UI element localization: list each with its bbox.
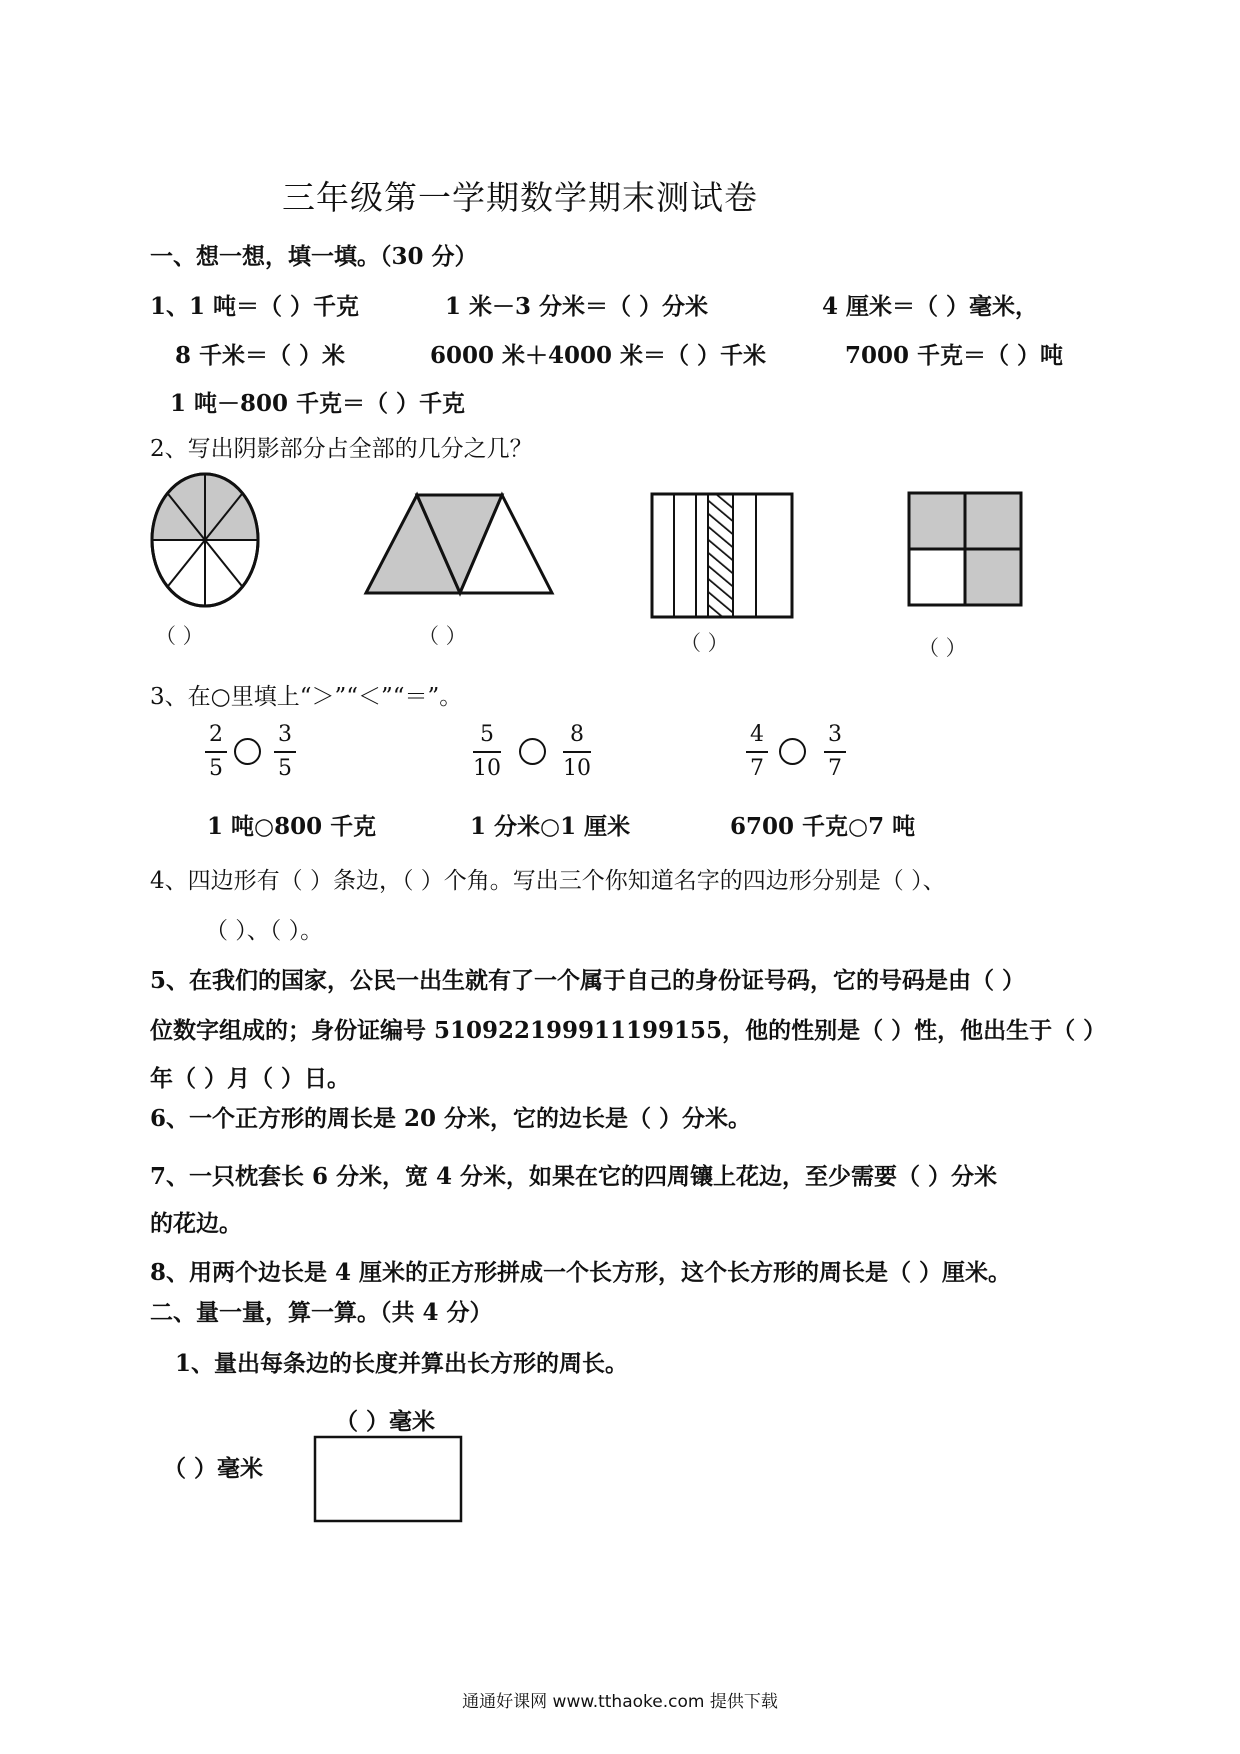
figure-strips: [650, 492, 794, 619]
q2-answer-3[interactable]: （ ）: [680, 631, 729, 655]
q3-text: 3、在○里填上“＞”“＜”“＝”。: [150, 684, 463, 710]
fraction-denominator: 10: [473, 755, 501, 781]
q8-text: 8、用两个边长是 4 厘米的正方形拼成一个长方形，这个长方形的周长是（ ）厘米。: [150, 1259, 1012, 1286]
figure-triangles: [362, 490, 557, 600]
fraction-denominator: 10: [563, 755, 591, 781]
q1-item-f: 7000 千克＝（ ）吨: [845, 342, 1064, 369]
q7-line-1: 7、一只枕套长 6 分米，宽 4 分米，如果在它的四周镶上花边，至少需要（ ）分米: [150, 1163, 998, 1190]
measure-rectangle: [313, 1435, 465, 1525]
compare-circle[interactable]: [234, 738, 261, 765]
q4-line-1: 4、四边形有（ ）条边，（ ）个角。写出三个你知道名字的四边形分别是（ ）、: [150, 868, 946, 894]
q3-unit-compare-2: 1 分米○1 厘米: [470, 813, 631, 840]
fraction-numerator: 4: [750, 722, 764, 747]
q1-item-g: 1 吨－800 千克＝（ ）千克: [170, 390, 466, 417]
figure-square-shaded-br: [965, 549, 1021, 605]
q5-line-2: 位数字组成的；身份证编号 510922199911199155，他的性别是（ ）性，他出生于（ ）: [150, 1017, 1107, 1044]
fraction: [274, 722, 296, 782]
compare-circle[interactable]: [779, 738, 806, 765]
fraction: [746, 722, 768, 782]
q4-line-2: （ ）、（ ）。: [205, 918, 324, 944]
q7-line-2: 的花边。: [150, 1210, 242, 1237]
fraction: [473, 722, 501, 782]
rectangle-top-length-label[interactable]: （ ）毫米: [335, 1408, 436, 1435]
figure-circle: [148, 470, 263, 610]
fraction-numerator: 3: [278, 722, 292, 747]
fraction-denominator: 7: [828, 755, 842, 781]
section-2-q1-text: 1、量出每条边的长度并算出长方形的周长。: [175, 1350, 629, 1377]
q1-item-d: 8 千米＝（ ）米: [175, 342, 346, 369]
q2-text: 2、写出阴影部分占全部的几分之几？: [150, 436, 533, 462]
q2-answer-1[interactable]: （ ）: [155, 624, 204, 648]
q5-line-1: 5、在我们的国家，公民一出生就有了一个属于自己的身份证号码，它的号码是由（ ）: [150, 967, 1026, 994]
q1-item-c: 4 厘米＝（ ）毫米，: [822, 293, 1039, 320]
q6-text: 6、一个正方形的周长是 20 分米，它的边长是（ ）分米。: [150, 1105, 752, 1132]
figure-square-grid: [906, 490, 1024, 608]
q2-answer-4[interactable]: （ ）: [918, 636, 967, 660]
q5-line-3: 年（ ）月（ ）日。: [150, 1065, 351, 1092]
q1-item-a: 1、1 吨＝（ ）千克: [150, 293, 360, 320]
section-1-heading: 一、想一想，填一填。（30 分）: [150, 243, 478, 270]
compare-circle[interactable]: [519, 738, 546, 765]
figure-square-shaded-tl: [909, 493, 965, 549]
section-2-heading: 二、量一量，算一算。（共 4 分）: [150, 1299, 493, 1326]
figure-strips-shaded: [708, 494, 733, 617]
q3-unit-compare-3: 6700 千克○7 吨: [730, 813, 916, 840]
fraction-numerator: 3: [828, 722, 842, 747]
q1-item-e: 6000 米＋4000 米＝（ ）千米: [430, 342, 767, 369]
q3-unit-compare-1: 1 吨○800 千克: [207, 813, 377, 840]
fraction-denominator: 7: [750, 755, 764, 781]
fraction-denominator: 5: [209, 755, 223, 781]
fraction: [563, 722, 591, 782]
fraction: [824, 722, 846, 782]
q1-item-b: 1 米－3 分米＝（ ）分米: [445, 293, 709, 320]
fraction-numerator: 2: [209, 722, 223, 747]
q2-answer-2[interactable]: （ ）: [418, 624, 467, 648]
fraction-denominator: 5: [278, 755, 292, 781]
figure-square-shaded-tr: [965, 493, 1021, 549]
page-title: 三年级第一学期数学期末测试卷: [282, 178, 758, 217]
fraction: [205, 722, 227, 782]
footer-credit: 通通好课网 www.tthaoke.com 提供下载: [462, 1692, 778, 1712]
fraction-numerator: 5: [480, 722, 494, 747]
fraction-numerator: 8: [570, 722, 584, 747]
rectangle-left-length-label[interactable]: （ ）毫米: [163, 1455, 264, 1482]
